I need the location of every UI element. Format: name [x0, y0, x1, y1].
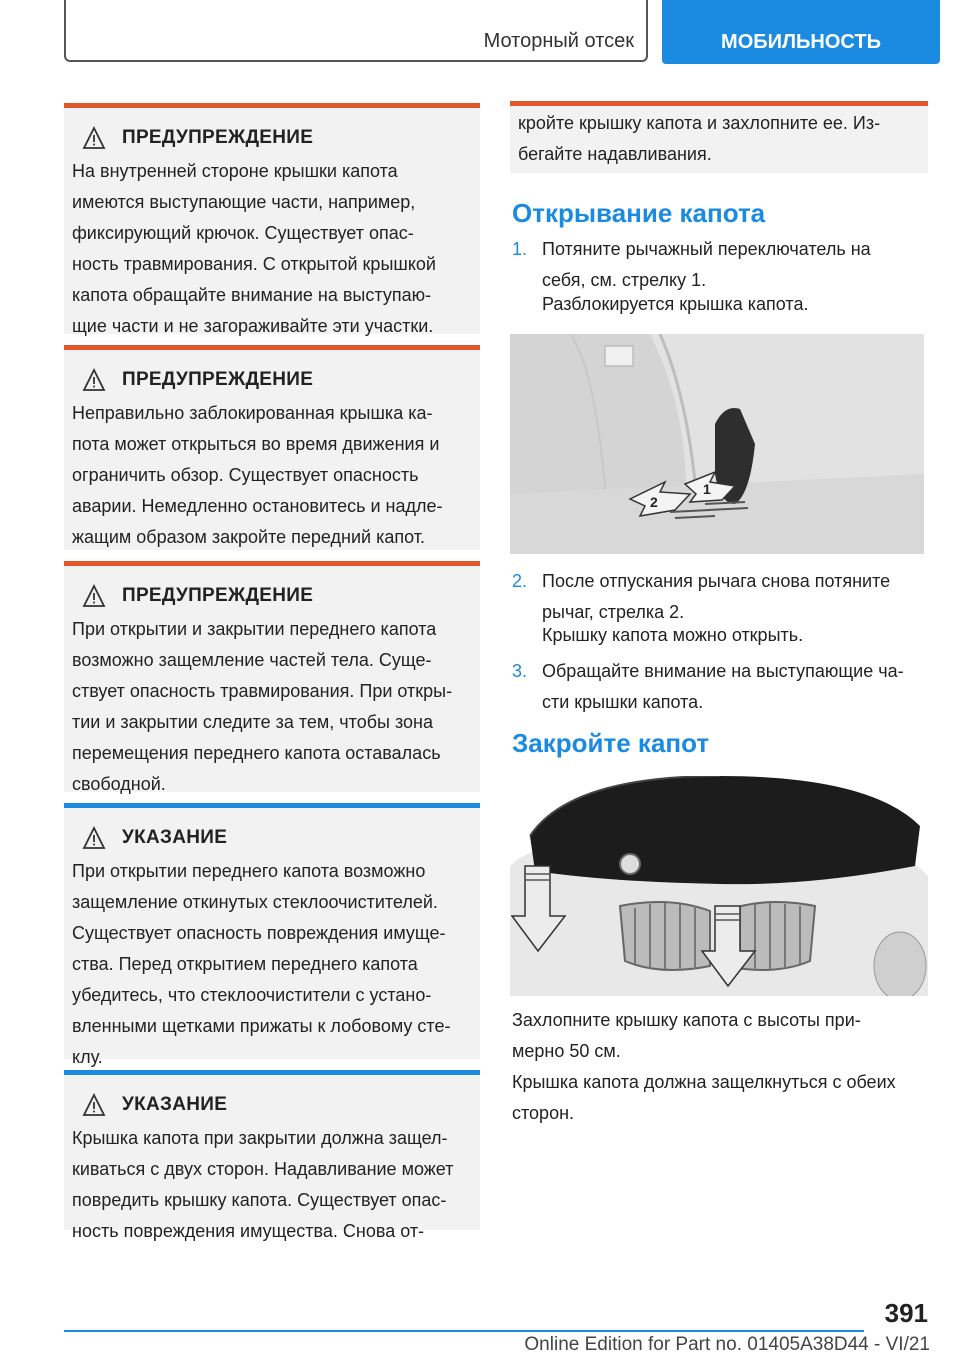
notice-text: На внутренней стороне крышки капота имеются выступающие части, например, фиксирующий крючок. Существует опас- ность травмирования. С открытой крышкой капота обращайте внимание на выступаю- щие части и не загораживайте эти участки.: [72, 161, 436, 336]
arrow-label-1: 1: [703, 481, 711, 497]
note-box-2: [64, 1070, 480, 1241]
warning-triangle-icon: [82, 584, 116, 608]
notice-title: ПРЕДУПРЕЖДЕНИЕ: [122, 369, 314, 390]
notice-continuation: кройте крышку капота и захлопните ее. Из- бегайте надавливания.: [510, 101, 928, 173]
step-result-text: Крышку капота можно открыть.: [542, 625, 804, 645]
step-result-text: Разблокируется крышка капота.: [542, 294, 809, 314]
warning-triangle-icon: [82, 126, 116, 150]
step-2: [512, 566, 928, 628]
section-heading-open: Открывание капота: [512, 198, 766, 228]
notice-title: УКАЗАНИЕ: [122, 1094, 228, 1115]
step-text: Обращайте внимание на выступающие ча- сти крышки капота.: [542, 661, 904, 712]
warning-triangle-icon: [82, 826, 116, 850]
footer-divider: [64, 1330, 864, 1332]
notice-text: При открытии переднего капота возможно защемление откинутых стеклоочистителей. Существует опасность повреждения имуще- ства. Перед открытием переднего капота убедитесь, что стеклоочистители с устано- вленными щетками прижаты к лобовому сте- клу.: [72, 861, 451, 1067]
step-1: [512, 234, 928, 296]
page-number: 391: [884, 1298, 928, 1328]
close-instruction: Захлопните крышку капота с высоты при- мерно 50 см.: [512, 1010, 861, 1061]
notice-title: УКАЗАНИЕ: [122, 827, 228, 848]
footer-edition: Online Edition for Part no. 01405A38D44 - VI/21: [524, 1334, 930, 1355]
hood-release-lever-figure: [510, 334, 924, 554]
arrow-label-2: 2: [650, 494, 658, 510]
section-heading-close: Закройте капот: [512, 728, 710, 758]
section-tab[interactable]: МОБИЛЬНОСТЬ: [662, 0, 940, 64]
notice-title: ПРЕДУПРЕЖДЕНИЕ: [122, 127, 314, 148]
step-text: После отпускания рычага снова потяните рычаг, стрелка 2.: [542, 571, 891, 622]
note-box-1: [64, 803, 480, 1067]
notice-text: При открытии и закрытии переднего капота возможно защемление частей тела. Суще- ствует опасность травмирования. При откры- тии и закрытии следите за тем, чтобы зона перемещения переднего капота оставалась свободной.: [72, 619, 453, 794]
notice-text: Неправильно заблокированная крышка ка- пота может открыться во время движения и ограничить обзор. Существует опасность аварии. Немедленно остановитесь и надле- жащим образом закройте передний капот.: [72, 403, 443, 547]
close-note: Крышка капота должна защелкнуться с обеих сторон.: [512, 1072, 896, 1123]
chapter-title: Моторный отсек: [483, 30, 634, 52]
step-3: [512, 656, 928, 718]
warning-triangle-icon: [82, 368, 116, 392]
step-number: 2.: [512, 571, 528, 591]
step-text: Потяните рычажный переключатель на себя, см. стрелку 1.: [542, 239, 871, 290]
notice-text: Крышка капота при закрытии должна защел- киваться с двух сторон. Надавливание может повредить крышку капота. Существует опас- ность повреждения имущества. Снова от-: [72, 1128, 454, 1241]
warning-box-1: [64, 103, 480, 334]
notice-title: ПРЕДУПРЕЖДЕНИЕ: [122, 585, 314, 606]
warning-box-3: [64, 561, 480, 792]
step-number: 1.: [512, 239, 528, 259]
warning-box-2: [64, 345, 480, 550]
hood-closing-figure: [510, 776, 928, 996]
step-number: 3.: [512, 661, 528, 681]
warning-triangle-icon: [82, 1093, 116, 1117]
